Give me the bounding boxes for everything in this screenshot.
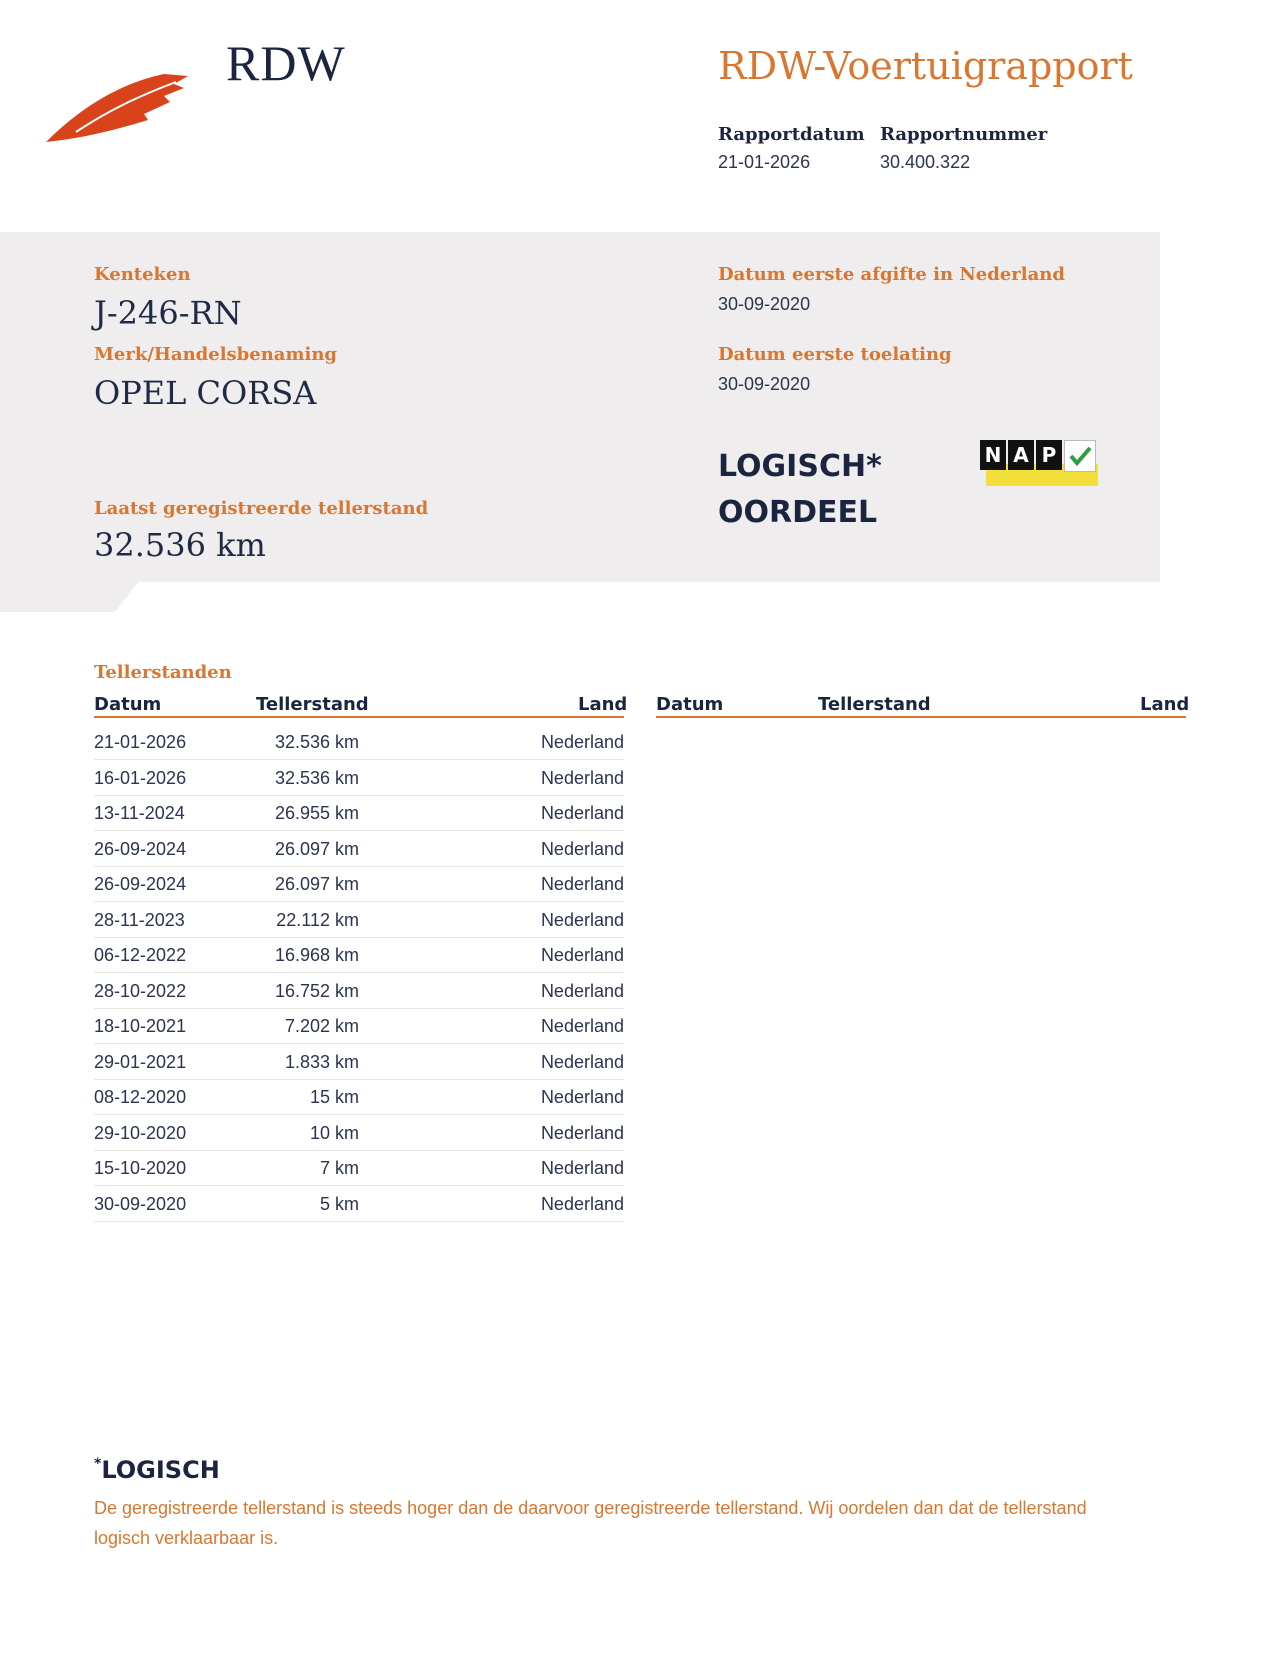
col-header-country-2: Land: [1140, 694, 1190, 715]
row-country: Nederland: [540, 1051, 624, 1072]
row-reading: 7 km: [319, 1158, 359, 1178]
footnote-marker: *: [94, 1456, 102, 1472]
row-reading: 32.536 km: [274, 732, 359, 752]
row-reading: 7.202 km: [284, 1016, 359, 1036]
first-issue-nl-label: Datum eerste afgifte in Nederland: [718, 264, 1065, 285]
first-admission-label: Datum eerste toelating: [718, 344, 952, 365]
first-admission-value: 30-09-2020: [718, 374, 811, 394]
row-country: Nederland: [540, 909, 624, 930]
row-country: Nederland: [540, 1158, 624, 1178]
report-title: RDW-Voertuigrapport: [718, 44, 1133, 88]
row-country: Nederland: [540, 1193, 624, 1214]
rdw-logo-icon: [46, 62, 206, 152]
row-date: 13-11-2024: [94, 803, 185, 823]
table-row: [94, 937, 624, 973]
row-country: Nederland: [540, 803, 624, 823]
table-row: [94, 831, 624, 867]
first-issue-nl-value: 30-09-2020: [718, 294, 811, 314]
row-date: 06-12-2022: [94, 945, 187, 965]
table-row: [94, 1115, 624, 1151]
logo-text: RDW: [226, 35, 346, 91]
table-row: [94, 1079, 624, 1115]
nap-letter-a: A: [1008, 440, 1034, 470]
last-odometer-label: Laatst geregistreerde tellerstand: [94, 498, 429, 519]
row-reading: 5 km: [319, 1193, 359, 1214]
row-reading: 26.955 km: [274, 803, 359, 823]
row-country: Nederland: [540, 980, 624, 1001]
row-reading: 22.112 km: [276, 909, 359, 930]
plate-value: J-246-RN: [94, 294, 242, 332]
table-row: [94, 1044, 624, 1080]
verdict-oordeel: OORDEEL: [718, 495, 878, 530]
row-date: 21-01-2026: [94, 732, 187, 752]
row-country: Nederland: [540, 1122, 624, 1143]
footnote-text: De geregistreerde tellerstand is steeds hoger dan de daarvoor geregistreerde tellerstand. Wij oordelen dan dat de tellerstand logisch verklaarbaar is.: [94, 1498, 1087, 1548]
nap-letter-n: N: [980, 440, 1006, 470]
row-country: Nederland: [540, 945, 624, 965]
row-country: Nederland: [540, 1016, 624, 1036]
col-header-country: Land: [578, 694, 628, 715]
last-odometer-value: 32.536 km: [94, 526, 266, 564]
col-header-date-2: Datum: [656, 694, 724, 715]
report-number-label: Rapportnummer: [880, 124, 1048, 145]
table-row: [94, 902, 624, 938]
plate-label: Kenteken: [94, 264, 191, 285]
footnote-title-text: LOGISCH: [101, 1456, 220, 1484]
col-header-reading-2: Tellerstand: [818, 694, 931, 715]
nap-letter-p: P: [1036, 440, 1062, 470]
row-date: 29-01-2021: [94, 1051, 187, 1072]
row-date: 18-10-2021: [94, 1016, 187, 1036]
nap-logo-icon: [980, 440, 1098, 486]
brand-label: Merk/Handelsbenaming: [94, 344, 338, 365]
report-date: 21-01-2026: [718, 152, 811, 172]
row-reading: 10 km: [309, 1122, 359, 1143]
checkmark-icon: [1064, 440, 1096, 472]
row-date: 16-01-2026: [94, 767, 187, 788]
header-divider-right: [656, 716, 1186, 718]
panel-notch: [0, 580, 140, 612]
verdict-logisch: LOGISCH*: [718, 449, 882, 484]
row-reading: 32.536 km: [274, 767, 359, 788]
row-date: 29-10-2020: [94, 1122, 187, 1143]
col-header-reading: Tellerstand: [256, 694, 369, 715]
row-country: Nederland: [540, 1087, 624, 1107]
row-reading: 26.097 km: [274, 874, 359, 894]
row-date: 28-11-2023: [94, 909, 185, 930]
row-country: Nederland: [540, 838, 624, 859]
row-date: 26-09-2024: [94, 838, 187, 859]
row-date: 28-10-2022: [94, 980, 187, 1001]
table-row: [94, 1008, 624, 1044]
row-date: 15-10-2020: [94, 1158, 187, 1178]
table-row: [94, 866, 624, 902]
row-date: 26-09-2024: [94, 874, 187, 894]
odometer-section-title: Tellerstanden: [94, 662, 232, 683]
brand-value: OPEL CORSA: [94, 374, 317, 412]
row-country: Nederland: [540, 732, 624, 752]
table-row: [94, 795, 624, 831]
footnote-title: [94, 1456, 220, 1484]
table-row: [94, 724, 624, 760]
row-reading: 16.752 km: [274, 980, 359, 1001]
row-reading: 16.968 km: [274, 945, 359, 965]
table-row: [94, 760, 624, 796]
row-date: 08-12-2020: [94, 1087, 187, 1107]
row-reading: 1.833 km: [284, 1051, 359, 1072]
report-date-label: Rapportdatum: [718, 124, 865, 145]
col-header-date: Datum: [94, 694, 162, 715]
row-country: Nederland: [540, 874, 624, 894]
row-country: Nederland: [540, 767, 624, 788]
row-reading: 15 km: [309, 1087, 359, 1107]
row-date: 30-09-2020: [94, 1193, 187, 1214]
row-reading: 26.097 km: [274, 838, 359, 859]
table-row: [94, 973, 624, 1009]
header-divider-left: [94, 716, 624, 718]
report-number: 30.400.322: [880, 152, 971, 172]
table-row: [94, 1150, 624, 1186]
table-row: [94, 1186, 624, 1222]
